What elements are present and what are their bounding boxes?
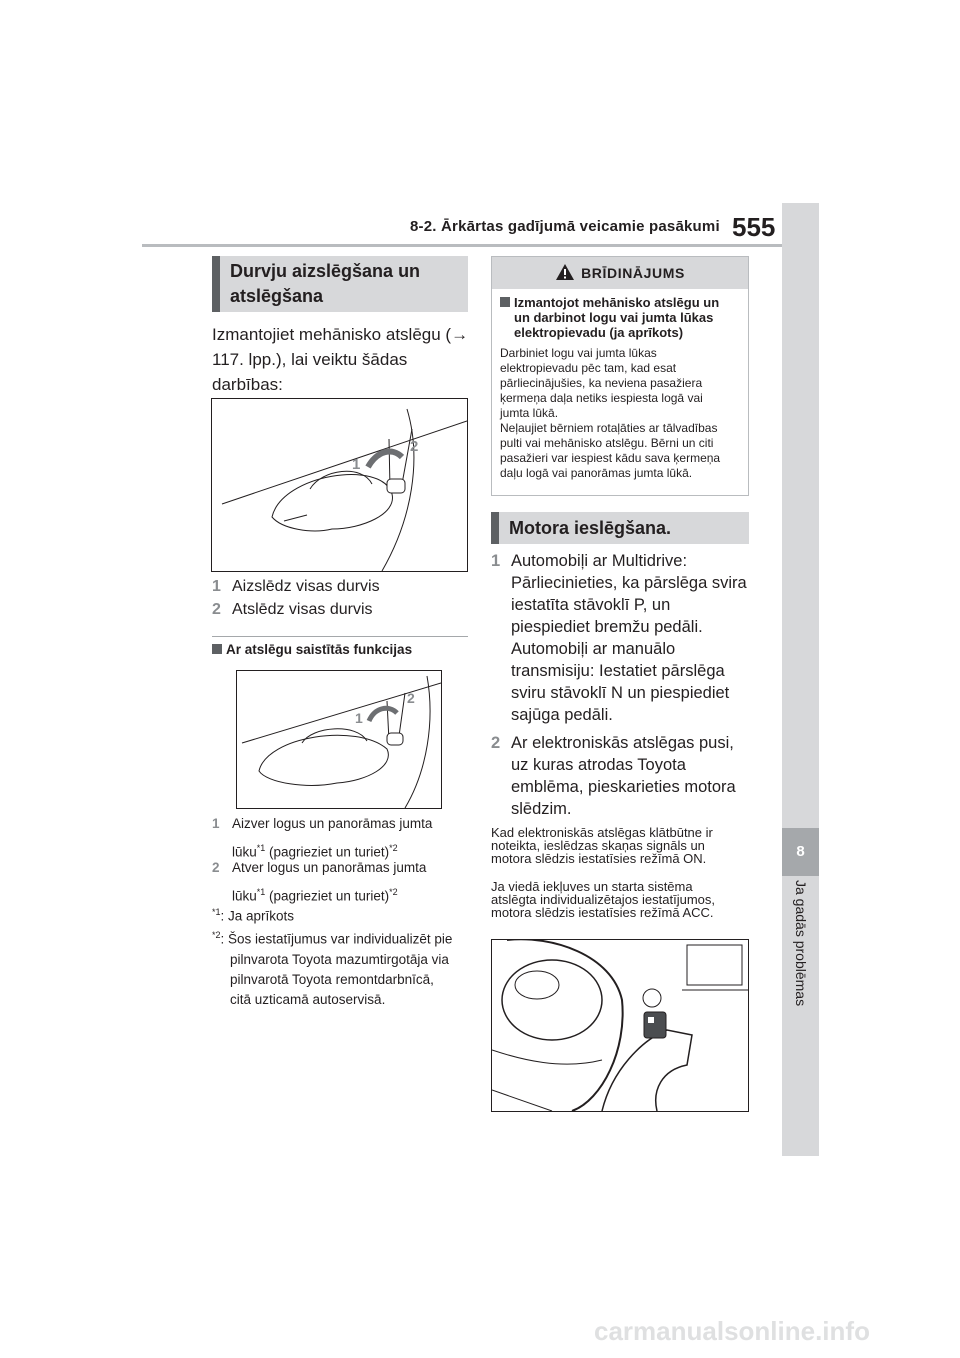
door-handle-illustration bbox=[212, 399, 467, 571]
figure2-label-1: 1 bbox=[355, 710, 363, 726]
door-handle-illustration-2 bbox=[237, 671, 441, 808]
subsection-rule bbox=[212, 636, 468, 637]
watermark: carmanualsonline.info bbox=[594, 1316, 870, 1346]
intro-text: Izmantojiet mehānisko atslēgu (→ 117. lpp.), lai veiktu šādas darbības: bbox=[212, 325, 469, 394]
figure1-label-1: 1 bbox=[352, 456, 361, 473]
header-rule bbox=[142, 244, 782, 247]
figure1-label-2: 2 bbox=[410, 438, 419, 455]
warning-text: Darbiniet logu vai jumta lūkas elektropievadu pēc tam, kad esat pārliecinājušies, ka neviena pasažiera ķermeņa daļa netiks iespiesta logā vai jumta lūkā. Neļaujiet bērniem rotaļāties ar tālvadības pulti vai mehānisko atslēgu. Bērni un citi pasažieri var iespiest kādu sava ķermeņa daļu logā vai panorāmas jumta lūkā. bbox=[500, 346, 721, 480]
warning-subtitle: Izmantojot mehānisko atslēgu un un darbinot logu vai jumta lūkas elektropievadu (ja aprīkots) bbox=[500, 295, 740, 340]
subsection-title: Ar atslēgu saistītās funkcijas bbox=[212, 642, 412, 657]
section-title-engine-start: Motora ieslēgšana. bbox=[491, 512, 749, 544]
engine-note-2: Ja viedā iekļuves un starta sistēma atslēgta individualizētajos iestatījumos, motora slēdzis iestatīsies režīmā ACC. bbox=[491, 879, 716, 920]
step-close-windows: 1 Aizver logus un panorāmas jumta lūku$^{*1}$ (pagrieziet un turiet)$^{*2}$ bbox=[212, 816, 433, 860]
page-number: 555 bbox=[732, 212, 776, 242]
engine-step-2: 2 Ar elektroniskās atslēgas pusi, uz kuras atrodas Toyota emblēma, pieskarieties motora slēdzim. bbox=[491, 734, 736, 818]
chapter-title: Ja gadās problēmas bbox=[792, 880, 809, 1007]
warning-triangle-icon bbox=[555, 263, 575, 281]
warning-box bbox=[491, 256, 749, 496]
figure2-label-2: 2 bbox=[407, 690, 415, 706]
engine-switch-figure bbox=[491, 939, 749, 1112]
chapter-number: 8 bbox=[782, 828, 819, 876]
step-open-windows: 2 Atver logus un panorāmas jumta lūku$^{*1}$ (pagrieziet un turiet)$^{*2}$ bbox=[212, 860, 427, 904]
footnote-1: $^{*1}$: Ja aprīkots bbox=[212, 907, 295, 924]
step-1-lock: 1 Aizslēdz visas durvis bbox=[212, 578, 380, 595]
door-handle-figure-1 bbox=[211, 398, 468, 572]
square-bullet-icon bbox=[500, 297, 510, 307]
steering-wheel-illustration bbox=[492, 940, 748, 1111]
engine-step-1: 1 Automobiļi ar Multidrive: Pārliecinieties, ka pārslēga svira iestatīta stāvoklī P, un piespiediet bremžu pedāli. Automobiļi ar manuālo transmisiju: Iestatiet pārslēga sviru stāvoklī N un piespiediet sajūga pedāli. bbox=[491, 552, 747, 724]
section-header-title: 8-2. Ārkārtas gadījumā veicamie pasākumi bbox=[410, 218, 720, 235]
door-handle-figure-2 bbox=[236, 670, 442, 809]
footnote-2: $^{*2}$: Šos iestatījumus var individualizēt pie pilnvarota Toyota mazumtirgotāja via pilnvarotā Toyota remontdarbnīcā, citā uzticamā autoservisā. bbox=[212, 930, 453, 1007]
warning-header: BRĪDINĀJUMS bbox=[492, 257, 748, 289]
square-bullet-icon bbox=[212, 644, 222, 654]
engine-note-1: Kad elektroniskās atslēgas klātbūtne ir noteikta, ieslēdzas skaņas signāls un motora slēdzis iestatīsies režīmā ON. bbox=[491, 825, 713, 866]
step-2-unlock: 2 Atslēdz visas durvis bbox=[212, 601, 373, 618]
section-title-door-lock: Durvju aizslēgšana un atslēgšana bbox=[212, 256, 468, 312]
